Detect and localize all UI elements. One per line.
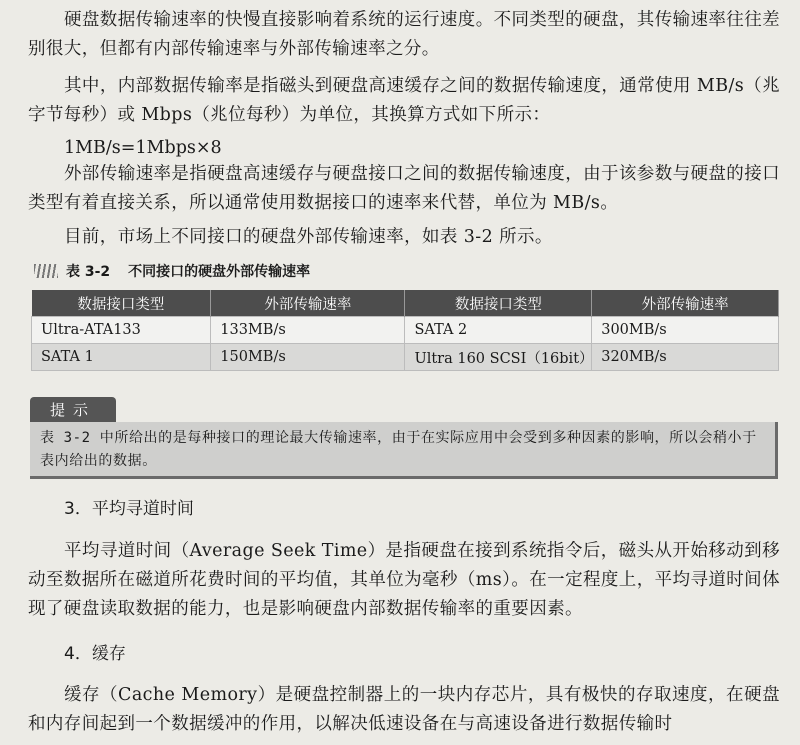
table-cell: 150MB/s [211,344,405,371]
tip-box [30,422,778,479]
interface-speed-table [31,290,779,371]
table-caption [34,261,310,281]
table-grid-icon [34,264,58,278]
table-caption-label: 表 3-2 [66,264,111,280]
table-row [32,344,779,371]
section-heading-cache: 4．缓存 [64,644,126,664]
table-header-row [32,290,779,317]
paragraph-external-rate: 外部传输速率是指硬盘高速缓存与硬盘接口之间的数据传输速度，由于该参数与硬盘的接口类型有着直接关系，所以通常使用数据接口的速率来代替，单位为 MB/s。 [28,164,780,213]
paragraph-seek-time: 平均寻道时间（Average Seek Time）是指硬盘在接到系统指令后，磁头从开始移动到移动至数据所在磁道所花费时间的平均值，其单位为毫秒（ms）。在一定程度上，平均寻道时间体现了硬盘读取数据的能力，也是影响硬盘内部数据传输率的重要因素。 [28,541,780,619]
table-header-cell: 外部传输速率 [592,290,779,317]
section-heading-seek-time: 3．平均寻道时间 [64,499,194,519]
table-header-cell: 外部传输速率 [211,290,405,317]
table-cell: 300MB/s [592,317,779,344]
paragraph-internal-rate: 其中，内部数据传输率是指磁头到硬盘高速缓存之间的数据传输速度，通常使用 MB/s（兆字节每秒）或 Mbps（兆位每秒）为单位，其换算方式如下所示： [28,76,780,125]
table-cell: Ultra-ATA133 [32,317,211,344]
paragraph-transfer-rate-intro: 硬盘数据传输速率的快慢直接影响着系统的运行速度。不同类型的硬盘，其传输速率往往差别很大，但都有内部传输速率与外部传输速率之分。 [28,10,780,59]
table-cell: 320MB/s [592,344,779,371]
table-header-cell: 数据接口类型 [405,290,592,317]
paragraph-table-reference: 目前，市场上不同接口的硬盘外部传输速率，如表 3-2 所示。 [64,227,553,247]
table-cell: SATA 2 [405,317,592,344]
tip-label: 提示 [30,397,116,422]
table-row [32,317,779,344]
table-header-cell: 数据接口类型 [32,290,211,317]
table-cell: 133MB/s [211,317,405,344]
table-caption-title: 不同接口的硬盘外部传输速率 [128,264,311,280]
tip-text: 表 3-2 中所给出的是每种接口的理论最大传输速率，由于在实际应用中会受到多种因素的影响，所以会稍小于表内给出的数据。 [40,430,757,469]
table-cell: SATA 1 [32,344,211,371]
paragraph-cache: 缓存（Cache Memory）是硬盘控制器上的一块内存芯片，具有极快的存取速度，在硬盘和内存间起到一个数据缓冲的作用，以解决低速设备在与高速设备进行数据传输时 [28,685,780,734]
conversion-formula: 1MB/s=1Mbps×8 [64,138,222,158]
table-cell: Ultra 160 SCSI（16bit） [405,344,592,371]
